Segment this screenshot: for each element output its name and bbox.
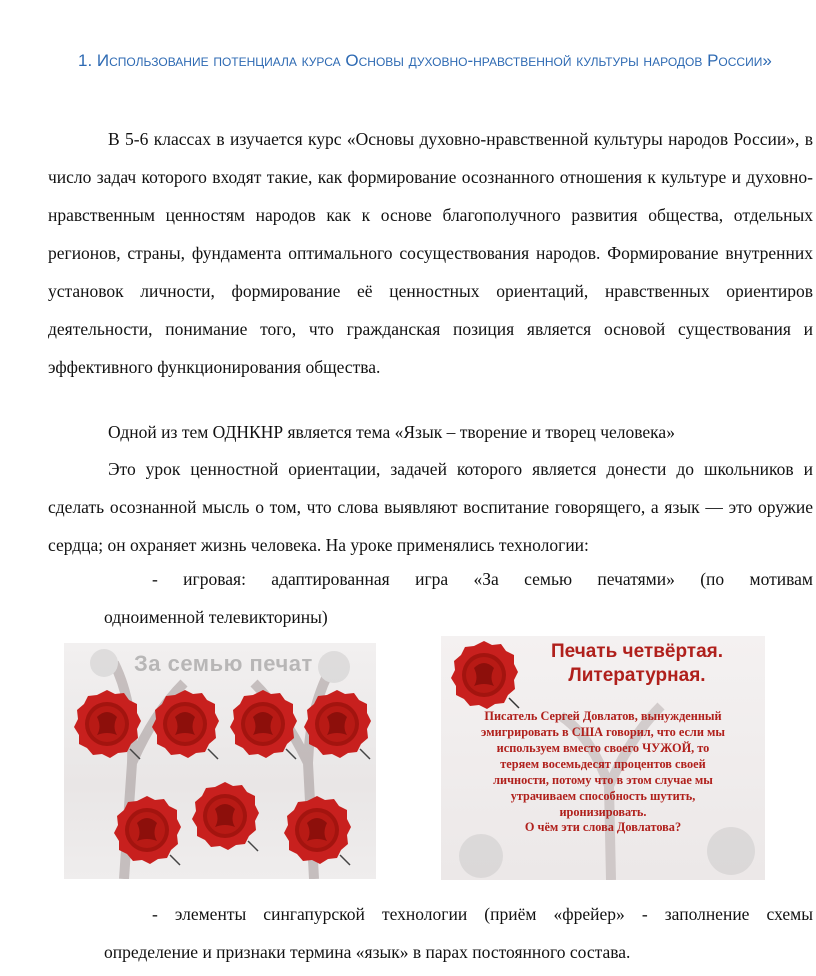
wax-seal-icon	[148, 687, 222, 761]
card-quote-line: утрачиваем способность шутить,	[510, 789, 696, 803]
list-item-singapore-technology	[104, 895, 813, 971]
card-quote-line: личности, потому что в этом случае мы	[493, 773, 713, 787]
card-quote-line: используем вместо своего ЧУЖОЙ, то	[496, 741, 710, 755]
list-item-line: - элементы сингапурской технологии (приём «фрейер» - заполнение схемы	[152, 904, 813, 924]
heading-text: Использование потенциала курса Основы духовно-нравственной культуры народов России»	[96, 51, 772, 70]
wax-seal-icon	[110, 793, 184, 867]
card-title-line: Печать четвёртая.	[550, 641, 724, 662]
wax-seal-icon	[280, 793, 354, 867]
wax-seal-icon	[188, 779, 262, 853]
wax-seal-icon	[447, 638, 521, 712]
card-title	[517, 640, 757, 688]
section-heading	[78, 44, 778, 77]
watermark-title: За семью печат	[134, 651, 313, 676]
card-quote-line: иронизировать.	[559, 805, 647, 819]
wax-seal-icon	[70, 687, 144, 761]
card-quote-line: теряем восемьдесят процентов своей	[500, 757, 706, 771]
list-item-line: определение и признаки термина «язык» в парах постоянного состава.	[104, 942, 631, 962]
wax-seal-icon	[226, 687, 300, 761]
wax-seal-icon	[300, 687, 374, 761]
card-question: О чём эти слова Довлатова?	[524, 820, 682, 834]
paragraph-course-description: В 5-6 классах в изучается курс «Основы духовно-нравственной культуры народов России», в число задач которого входят такие, как формирование осознанного отношения к культуре и духовно-нравственным ценностям народов как к основе благополучного развития общества, отдельных регионов, страны, фундамента оптимального сосуществования народов. Формирование внутренних установок личности, формирование её ценностных ориентаций, нравственных ориентиров деятельности, понимание того, что гражданская позиция является основой существования и эффективного функционирования общества.	[48, 129, 813, 377]
card-quote-line: Писатель Сергей Довлатов, вынужденный	[484, 709, 722, 723]
card-quote-line: эмигрировать в США говорил, что если мы	[481, 725, 725, 739]
seals-game-image	[64, 643, 376, 879]
paragraph-topic: Одной из тем ОДНКНР является тема «Язык – творение и творец человека»	[108, 422, 675, 442]
literary-seal-card	[441, 636, 765, 880]
list-item-game-technology	[104, 560, 813, 636]
list-item-line: - игровая: адаптированная игра «За семью печатями» (по мотивам	[152, 569, 813, 589]
paragraph-lesson-goal: Это урок ценностной ориентации, задачей которого является донести до школьников и сделать осознанной мысль о том, что слова выявляют воспитание говорящего, а язык — это оружие сердца; он охраняет жизнь человека. На уроке применялись технологии:	[48, 459, 813, 555]
heading-number: 1.	[78, 51, 93, 70]
list-item-line: одноименной телевикторины)	[104, 607, 328, 627]
card-quote	[449, 708, 757, 820]
card-title-line: Литературная.	[568, 665, 706, 686]
